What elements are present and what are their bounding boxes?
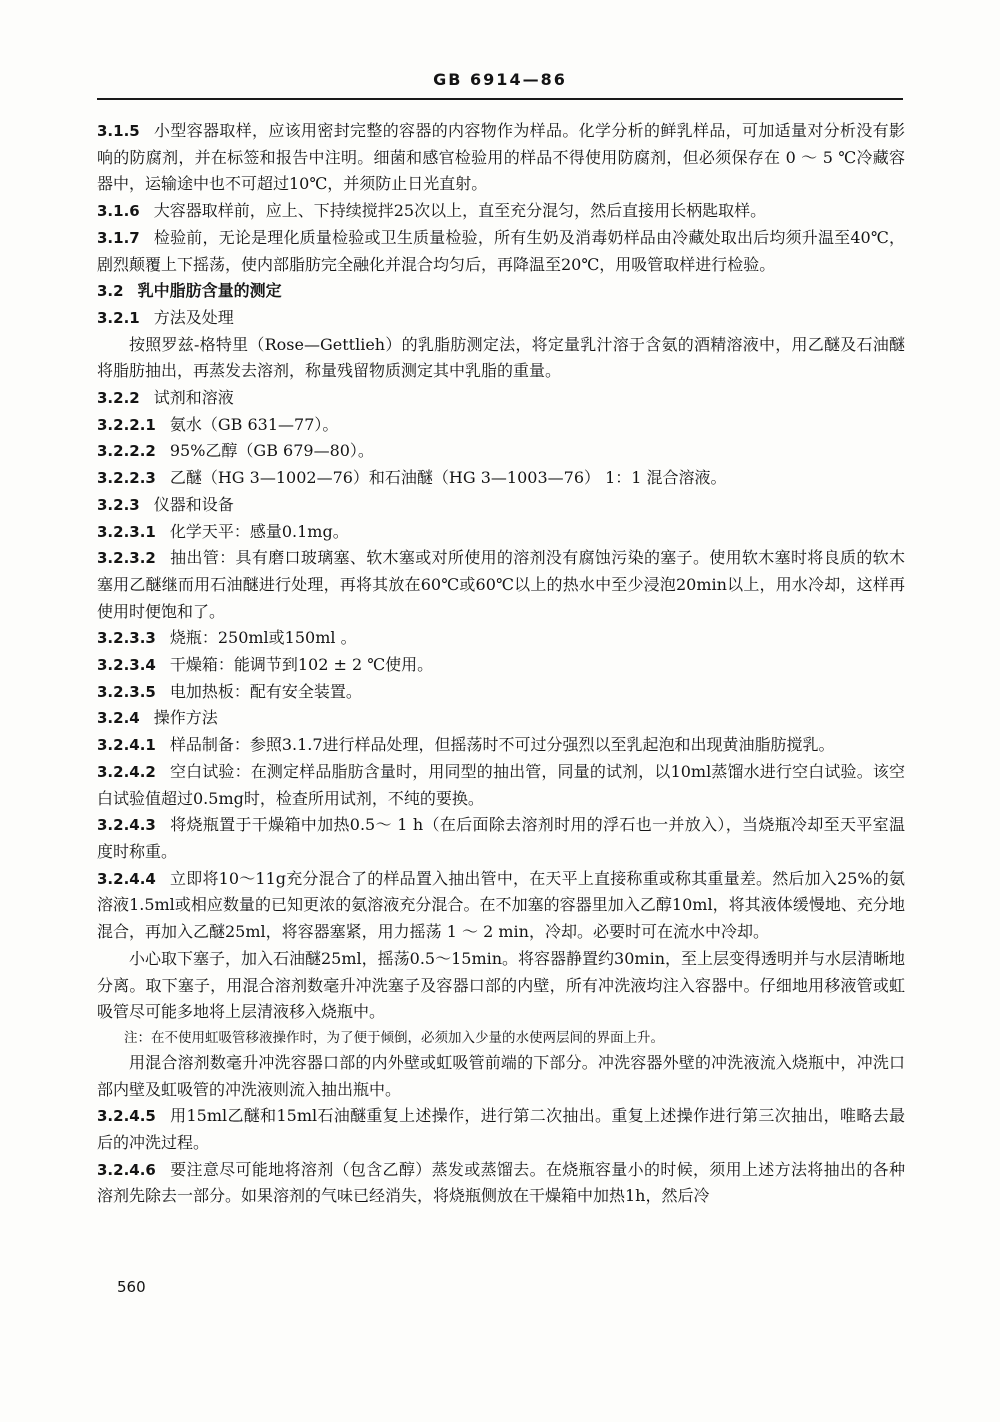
clause-number: 3.2 <box>97 282 124 301</box>
clause-text: 将烧瓶置于干燥箱中加热0.5～ 1 h（在后面除去溶剂时用的浮石也一并放入），当烧瓶冷却至天平室温度时称重。 <box>97 815 905 861</box>
clause-text: 烧瓶：250ml或150ml 。 <box>169 628 357 648</box>
clause-number: 3.2.1 <box>97 308 140 327</box>
continuation-paragraph: 用混合溶剂数毫升冲洗容器口部的内外壁或虹吸管前端的下部分。冲洗容器外壁的冲洗液流入烧瓶中，冲洗口部内壁及虹吸管的冲洗液则流入抽出瓶中。 <box>97 1052 905 1099</box>
clause-3-2-4-2 <box>97 759 905 812</box>
clause-3-2-2-2 <box>97 438 905 465</box>
clause-text: 乳中脂肪含量的测定 <box>137 281 282 301</box>
clause-number: 3.2.3.4 <box>97 656 156 675</box>
clause-number: 3.2.3.5 <box>97 682 156 701</box>
clause-3-2-4-6 <box>97 1157 905 1210</box>
clause-number: 3.2.3.2 <box>97 549 156 568</box>
page-header: GB 6914—86 <box>433 70 567 89</box>
clause-number: 3.2.4.1 <box>97 736 156 755</box>
clause-number: 3.2.4.4 <box>97 869 156 888</box>
clause-text: 95%乙醇（GB 679—80）。 <box>169 441 374 461</box>
clause-3-2-4-4 <box>97 866 905 946</box>
clause-3-2-3-4 <box>97 652 905 679</box>
clause-text: 样品制备：参照3.1.7进行样品处理，但摇荡时不可过分强烈以至乳起泡和出现黄油脂肪搅乳。 <box>169 735 835 755</box>
clause-3-1-7 <box>97 225 905 278</box>
clause-number: 3.2.3.1 <box>97 522 156 541</box>
method-paragraph: 按照罗兹-格特里（Rose—Gettlieh）的乳脂肪测定法，将定量乳汁溶于含氨的酒精溶液中，用乙醚及石油醚将脂肪抽出，再蒸发去溶剂，称量残留物质测定其中乳脂的重量。 <box>97 334 905 381</box>
clause-text: 立即将10～11g充分混合了的样品置入抽出管中，在天平上直接称重或称其重量差。然后加入25%的氨溶液1.5ml或相应数量的已知更浓的氨溶液充分混合。在不加塞的容器里加入乙醇10ml，将其液体缓慢地、充分地混合，再加入乙醚25ml，将容器塞紧，用力摇荡 1 ～ 2 min，冷却。必要时可在流水中冷却。 <box>97 868 905 942</box>
footnote: 注：在不使用虹吸管移液操作时，为了便于倾倒，必须加入少量的水使两层间的界面上升。 <box>124 1029 664 1046</box>
clause-text: 乙醚（HG 3—1002—76）和石油醚（HG 3—1003—76） 1：1 混合溶液。 <box>169 468 727 488</box>
clause-text: 要注意尽可能地将溶剂（包含乙醇）蒸发或蒸馏去。在烧瓶容量小的时候，须用上述方法将抽出的各种溶剂先除去一部分。如果溶剂的气味已经消失，将烧瓶侧放在干燥箱中加热1h，然后冷 <box>97 1159 905 1206</box>
clause-number: 3.1.7 <box>97 228 140 247</box>
clause-text: 小型容器取样，应该用密封完整的容器的内容物作为样品。化学分析的鲜乳样品，可加适量对分析没有影响的防腐剂，并在标签和报告中注明。细菌和感官检验用的样品不得使用防腐剂，但必须保存在 0 ～ 5 ℃冷藏容器中，运输途中也不可超过10℃，并须防止日光直射。 <box>97 121 905 194</box>
clause-number: 3.1.5 <box>97 122 140 140</box>
clause-number: 3.2.4 <box>97 709 140 728</box>
clause-3-2-3 <box>97 492 905 519</box>
header-rule <box>97 98 903 100</box>
clause-text: 空白试验：在测定样品脂肪含量时，用同型的抽出管，同量的试剂，以10ml蒸馏水进行空白试验。该空白试验值超过0.5mg时，检查所用试剂，不纯的要换。 <box>97 761 905 808</box>
clause-3-2-4 <box>97 705 905 732</box>
clause-3-2-3-1 <box>97 519 905 546</box>
clause-number: 3.2.4.6 <box>97 1160 156 1179</box>
clause-3-2-2-3 <box>97 465 905 492</box>
clause-text: 电加热板：配有安全装置。 <box>169 681 362 701</box>
clause-number: 3.1.6 <box>97 202 140 221</box>
continuation-paragraph: 小心取下塞子，加入石油醚25ml，摇荡0.5～15min。将容器静置约30min，至上层变得透明并与水层清晰地分离。取下塞子，用混合溶剂数毫升冲洗塞子及容器口部的内壁，所有冲洗液均注入容器中。仔细地用移液管或虹吸管尽可能多地将上层清液移入烧瓶中。 <box>97 948 906 1022</box>
clause-number: 3.2.2 <box>97 389 140 408</box>
clause-text: 氨水（GB 631—77）。 <box>169 414 339 434</box>
clause-number: 3.2.2.1 <box>97 415 156 434</box>
clause-3-2-4-3 <box>97 812 905 865</box>
clause-text: 大容器取样前，应上、下持续搅拌25次以上，直至充分混匀，然后直接用长柄匙取样。 <box>153 201 767 221</box>
clause-3-1-5 <box>97 118 905 198</box>
clause-3-2-1 <box>97 305 905 332</box>
page-number: 560 <box>117 1278 146 1296</box>
clause-text: 方法及处理 <box>153 307 234 327</box>
clause-number: 3.2.4.5 <box>97 1107 156 1126</box>
clause-3-2-2 <box>97 385 905 412</box>
clause-text: 仪器和设备 <box>153 494 234 514</box>
clause-number: 3.2.3.3 <box>97 629 156 648</box>
clause-text: 操作方法 <box>153 708 218 728</box>
clause-3-2-3-5 <box>97 679 905 706</box>
clause-number: 3.2.4.3 <box>97 816 156 835</box>
clause-number: 3.2.4.2 <box>97 762 156 781</box>
clause-3-1-6 <box>97 198 905 225</box>
clause-text: 抽出管：具有磨口玻璃塞、软木塞或对所使用的溶剂没有腐蚀污染的塞子。使用软木塞时将良质的软木塞用乙醚继而用石油醚进行处理，再将其放在60℃或60℃以上的热水中至少浸泡20min以上，用水冷却，这样再使用时便饱和了。 <box>97 548 905 621</box>
section-heading-3-2 <box>97 278 905 305</box>
document-body <box>97 118 905 1210</box>
clause-text: 检验前，无论是理化质量检验或卫生质量检验，所有生奶及消毒奶样品由冷藏处取出后均须升温至40℃，剧烈颠覆上下摇荡，使内部脂肪完全融化并混合均匀后，再降温至20℃，用吸管取样进行检验。 <box>97 227 905 274</box>
clause-number: 3.2.3 <box>97 495 140 514</box>
clause-3-2-4-1 <box>97 732 905 759</box>
clause-3-2-2-1 <box>97 412 905 439</box>
clause-3-2-4-5 <box>97 1103 905 1156</box>
clause-3-2-3-3 <box>97 625 905 652</box>
clause-text: 用15ml乙醚和15ml石油醚重复上述操作，进行第二次抽出。重复上述操作进行第三次抽出，唯略去最后的冲洗过程。 <box>97 1106 905 1153</box>
clause-text: 化学天平：感量0.1mg。 <box>169 521 349 541</box>
clause-number: 3.2.2.2 <box>97 442 156 461</box>
clause-number: 3.2.2.3 <box>97 469 156 488</box>
clause-3-2-3-2 <box>97 545 905 625</box>
clause-text: 试剂和溶液 <box>153 388 234 408</box>
clause-text: 干燥箱：能调节到102 ± 2 ℃使用。 <box>169 655 434 675</box>
